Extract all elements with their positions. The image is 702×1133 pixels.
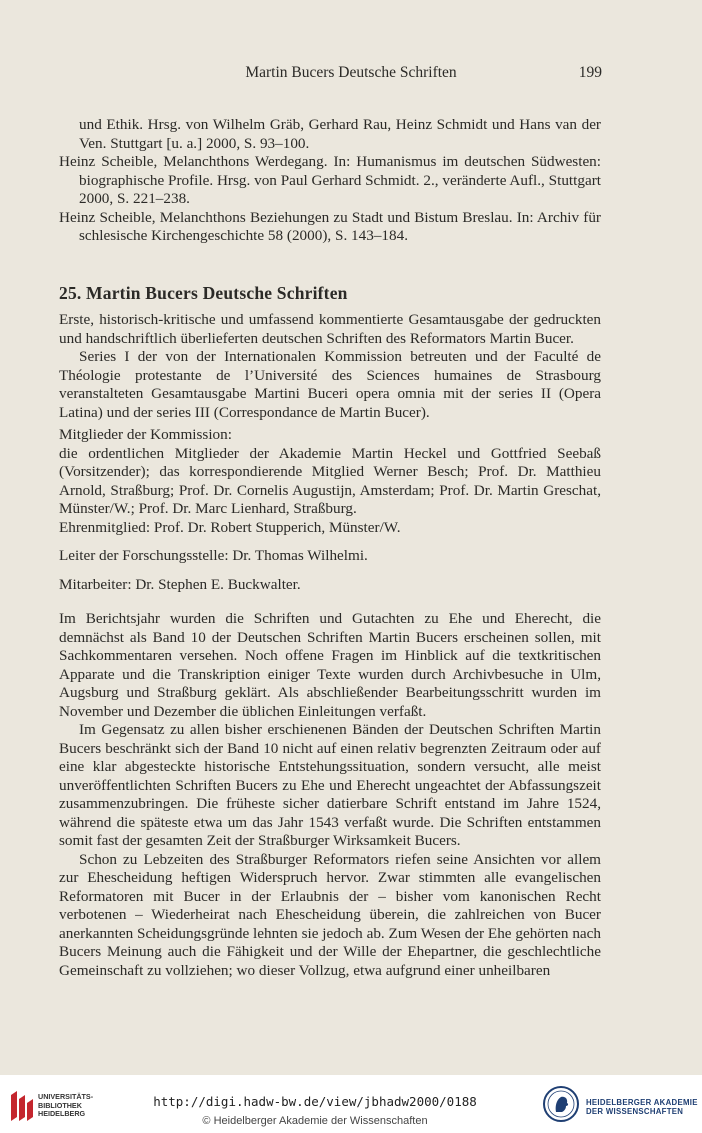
- permalink-url[interactable]: http://digi.hadw-bw.de/view/jbhadw2000/0188: [153, 1094, 477, 1109]
- academy-logo-line: DER WISSENSCHAFTEN: [586, 1107, 684, 1117]
- bibliography-entry: und Ethik. Hrsg. von Wilhelm Gräb, Gerhard Rau, Heinz Schmidt und Hans van der Ven. Stuttgart [u. a.] 2000, S. 93–100.: [79, 116, 601, 152]
- running-head: [0, 64, 702, 88]
- running-title: Martin Bucers Deutsche Schriften: [245, 64, 457, 81]
- page-number: 199: [578, 64, 602, 81]
- copyright-notice: © Heidelberger Akademie der Wissenschaften: [202, 1115, 428, 1127]
- body-paragraph: Im Berichtsjahr wurden die Schriften und Gutachten zu Ehe und Eherecht, die demnächst als Band 10 der Deutschen Schriften Martin Bucers erscheinen sollen, mit Sachkommentaren versehen. Noch offene Fragen im Hinblick auf die textkritischen Apparate und die Transkription einiger Texte wurden durch Archivbesuche in Ulm, Augsburg und Straßburg geklärt. Als abschließender Bearbeitungsschritt wurden im November und Dezember die üblichen Einleitungen verfaßt.: [59, 610, 601, 720]
- commission-label: Mitglieder der Kommission:: [59, 426, 232, 443]
- library-logo-line: HEIDELBERG: [38, 1109, 86, 1119]
- viewer-footer: [0, 1075, 702, 1133]
- academy-seal-icon: [542, 1085, 580, 1123]
- body-paragraph: Schon zu Lebzeiten des Straßburger Reformators riefen seine Ansichten vor allem zur Ehescheidung heftigen Widerspruch hervor. Zwar stimmten alle evangelischen Reformatoren mit Bucer in der Erlaubnis der – bisher vom kanonischen Recht verbotenen – Wiederheirat nach Ehescheidung überein, die zahlreichen von Bucer anerkannten Scheidungsgründe lehnten sie jedoch ab. Zum Wesen der Ehe gehörten nach Bucers Meinung auch die Fähigkeit und der Wille der Ehepartner, die geschlechtliche Gemeinschaft zu vollziehen; wo dieser Vollzug, etwa aufgrund einer unheilbaren: [59, 850, 601, 979]
- bibliography-list: [59, 116, 601, 246]
- commission-members: die ordentlichen Mitglieder der Akademie Martin Heckel und Gottfried Seebaß (Vorsitzender); das korrespondierende Mitglied Werner Besch; Prof. Dr. Matthieu Arnold, Straßburg; Prof. Dr. Cornelis Augustijn, Amsterdam; Prof. Dr. Martin Greschat, Münster/W.; Prof. Dr. Marc Lienhard, Straßburg.: [59, 444, 601, 517]
- body-paragraph: Im Gegensatz zu allen bisher erschienenen Bänden der Deutschen Schriften Martin Bucers beschränkt sich der Band 10 nicht auf einen relativ begrenzten Zeitraum oder auf eine klar abgesteckte historische Entstehungssituation, sondern versucht, alle meist unveröffentlichten Schriften Bucers zu Ehe und Eherecht ungeachtet der Abfassungszeit zusammenzubringen. Die früheste sicher datierbare Schrift entstand im Jahre 1524, während die späteste etwa um das Jahr 1543 verfaßt wurde. Die Schriften entstammen somit fast der gesamten Zeit der Straßburger Wirksamkeit Bucers.: [59, 721, 601, 849]
- series-description: Series I der von der Internationalen Kommission betreuten und der Faculté de Théologie protestante de l’Université des Sciences humaines de Strasbourg veranstalteten Gesamtausgabe Martini Buceri opera omnia mit der series II (Opera Latina) und der series III (Correspondance de Martin Bucer).: [59, 348, 601, 421]
- section-intro: Erste, historisch-kritische und umfassend kommentierte Gesamtausgabe der gedruckten und handschriftlich überlieferten deutschen Schriften des Reformators Martin Bucer.: [59, 311, 601, 347]
- bibliography-entry: Heinz Scheible, Melanchthons Beziehungen zu Stadt und Bistum Breslau. In: Archiv für schlesische Kirchengeschichte 58 (2000), S. 143–184.: [59, 208, 601, 244]
- academy-name: [586, 1098, 698, 1117]
- research-director: Leiter der Forschungsstelle: Dr. Thomas Wilhelmi.: [59, 547, 368, 564]
- library-logo-line: UNIVERSITÄTS-: [38, 1092, 94, 1101]
- bibliography-entry: Heinz Scheible, Melanchthons Werdegang. In: Humanismus im deutschen Südwesten: biographische Profile. Hrsg. von Paul Gerhard Schmidt. 2., veränderte Aufl., Stuttgart 2000, S. 221–238.: [59, 153, 601, 207]
- academy-logo-line: HEIDELBERGER AKADEMIE: [586, 1098, 698, 1107]
- honorary-member: Ehrenmitglied: Prof. Dr. Robert Stupperich, Münster/W.: [59, 518, 401, 536]
- academy-logo[interactable]: [542, 1085, 700, 1125]
- page-content: [59, 116, 601, 980]
- library-logo-line: BIBLIOTHEK: [38, 1100, 82, 1110]
- section-heading: 25. Martin Bucers Deutsche Schriften: [59, 282, 348, 303]
- staff-member: Mitarbeiter: Dr. Stephen E. Buckwalter.: [59, 575, 301, 593]
